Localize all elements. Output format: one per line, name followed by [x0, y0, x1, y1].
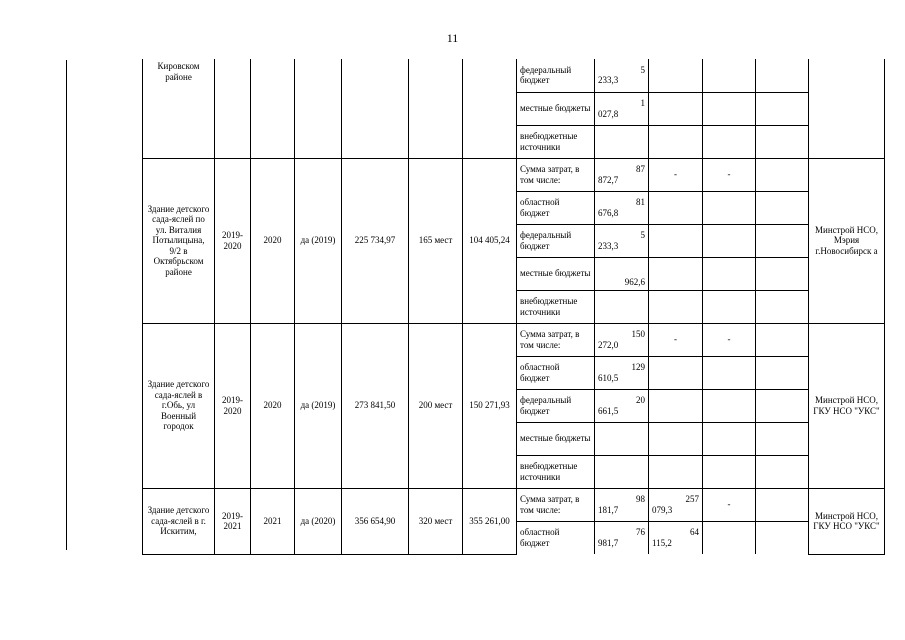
- period-cell: 2019-2020: [215, 158, 251, 323]
- empty-cell: [649, 191, 703, 224]
- amount-cell: 20 661,5: [595, 389, 649, 422]
- object-name-cell: Здание детского сада-яслей в г.Обь, ул Военный городок: [143, 323, 215, 488]
- empty-cell: [756, 191, 809, 224]
- amount-cell: 87 872,7: [595, 158, 649, 191]
- amount-cell: 150 272,0: [595, 323, 649, 356]
- dash-cell: -: [703, 158, 756, 191]
- source-regional: областной бюджет: [517, 356, 595, 389]
- empty-cell: [649, 389, 703, 422]
- empty-cell: [756, 422, 809, 455]
- cost-cell: 356 654,90: [342, 488, 409, 554]
- amount-cell: 81 676,8: [595, 191, 649, 224]
- object-name-cell: Здание детского сада-яслей в г. Искитим,: [143, 488, 215, 554]
- psd-cell: да (2020): [295, 488, 342, 554]
- empty-cell: [703, 422, 756, 455]
- empty-cell: [463, 59, 517, 158]
- empty-cell: [595, 455, 649, 488]
- amount-cell: 129 610,5: [595, 356, 649, 389]
- amount-cell: 962,6: [595, 257, 649, 290]
- year-cell: 2020: [251, 158, 295, 323]
- capacity-cell: 200 мест: [409, 323, 463, 488]
- capacity-cell: 320 мест: [409, 488, 463, 554]
- left-margin-rule: [66, 60, 67, 550]
- responsible-cell: [809, 59, 885, 158]
- empty-cell: [703, 191, 756, 224]
- empty-cell: [756, 125, 809, 158]
- responsible-cell: Минстрой НСО, Мэрия г.Новосибирск а: [809, 158, 885, 323]
- amount-cell: 1 027,8: [595, 92, 649, 125]
- psd-cell: да (2019): [295, 158, 342, 323]
- source-federal: федеральный бюджет: [517, 59, 595, 92]
- investment-table: [142, 59, 885, 555]
- funding-cell: 355 261,00: [463, 488, 517, 554]
- empty-cell: [703, 224, 756, 257]
- empty-cell: [756, 257, 809, 290]
- funding-cell: 150 271,93: [463, 323, 517, 488]
- empty-cell: [756, 521, 809, 554]
- dash-cell: -: [703, 488, 756, 521]
- empty-cell: [215, 59, 251, 158]
- amount-cell: 98 181,7: [595, 488, 649, 521]
- empty-cell: [756, 488, 809, 521]
- empty-cell: [756, 224, 809, 257]
- table-row: [143, 158, 885, 191]
- year-cell: 2020: [251, 323, 295, 488]
- source-offbudget: внебюджетные источники: [517, 455, 595, 488]
- cost-cell: 273 841,50: [342, 323, 409, 488]
- empty-cell: [595, 422, 649, 455]
- source-total: Сумма затрат, в том числе:: [517, 323, 595, 356]
- empty-cell: [649, 422, 703, 455]
- empty-cell: [756, 389, 809, 422]
- amount-cell: 64 115,2: [649, 521, 703, 554]
- empty-cell: [649, 224, 703, 257]
- source-regional: областной бюджет: [517, 521, 595, 554]
- year-cell: 2021: [251, 488, 295, 554]
- amount-cell: 5 233,3: [595, 59, 649, 92]
- object-name-cell: Кировском районе: [143, 59, 215, 158]
- source-total: Сумма затрат, в том числе:: [517, 488, 595, 521]
- amount-cell: 257 079,3: [649, 488, 703, 521]
- empty-cell: [342, 59, 409, 158]
- funding-cell: 104 405,24: [463, 158, 517, 323]
- empty-cell: [703, 125, 756, 158]
- empty-cell: [649, 356, 703, 389]
- empty-cell: [703, 257, 756, 290]
- dash-cell: -: [649, 323, 703, 356]
- table-row: [143, 488, 885, 521]
- period-cell: 2019-2021: [215, 488, 251, 554]
- responsible-cell: Минстрой НСО, ГКУ НСО "УКС": [809, 323, 885, 488]
- empty-cell: [649, 290, 703, 323]
- capacity-cell: 165 мест: [409, 158, 463, 323]
- empty-cell: [756, 455, 809, 488]
- empty-cell: [649, 455, 703, 488]
- source-regional: областной бюджет: [517, 191, 595, 224]
- empty-cell: [756, 323, 809, 356]
- source-federal: федеральный бюджет: [517, 389, 595, 422]
- dash-cell: -: [649, 158, 703, 191]
- amount-cell: 76 981,7: [595, 521, 649, 554]
- object-name-cell: Здание детского сада-яслей по ул. Виталия Потылицына, 9/2 в Октябрьском районе: [143, 158, 215, 323]
- empty-cell: [649, 125, 703, 158]
- empty-cell: [756, 290, 809, 323]
- empty-cell: [649, 92, 703, 125]
- dash-cell: -: [703, 323, 756, 356]
- empty-cell: [649, 257, 703, 290]
- empty-cell: [703, 92, 756, 125]
- source-total: Сумма затрат, в том числе:: [517, 158, 595, 191]
- source-local: местные бюджеты: [517, 92, 595, 125]
- source-offbudget: внебюджетные источники: [517, 290, 595, 323]
- responsible-cell: Минстрой НСО, ГКУ НСО "УКС": [809, 488, 885, 554]
- source-local: местные бюджеты: [517, 422, 595, 455]
- page-number: 11: [446, 31, 459, 45]
- table-row: [143, 323, 885, 356]
- empty-cell: [295, 59, 342, 158]
- empty-cell: [703, 59, 756, 92]
- empty-cell: [251, 59, 295, 158]
- empty-cell: [756, 92, 809, 125]
- amount-cell: 5 233,3: [595, 224, 649, 257]
- psd-cell: да (2019): [295, 323, 342, 488]
- empty-cell: [703, 356, 756, 389]
- empty-cell: [649, 59, 703, 92]
- empty-cell: [595, 125, 649, 158]
- empty-cell: [409, 59, 463, 158]
- empty-cell: [703, 455, 756, 488]
- empty-cell: [756, 356, 809, 389]
- empty-cell: [703, 521, 756, 554]
- empty-cell: [703, 389, 756, 422]
- source-offbudget: внебюджетные источники: [517, 125, 595, 158]
- cost-cell: 225 734,97: [342, 158, 409, 323]
- empty-cell: [595, 290, 649, 323]
- table-row: [143, 59, 885, 92]
- empty-cell: [756, 59, 809, 92]
- period-cell: 2019-2020: [215, 323, 251, 488]
- empty-cell: [703, 290, 756, 323]
- source-federal: федеральный бюджет: [517, 224, 595, 257]
- empty-cell: [756, 158, 809, 191]
- source-local: местные бюджеты: [517, 257, 595, 290]
